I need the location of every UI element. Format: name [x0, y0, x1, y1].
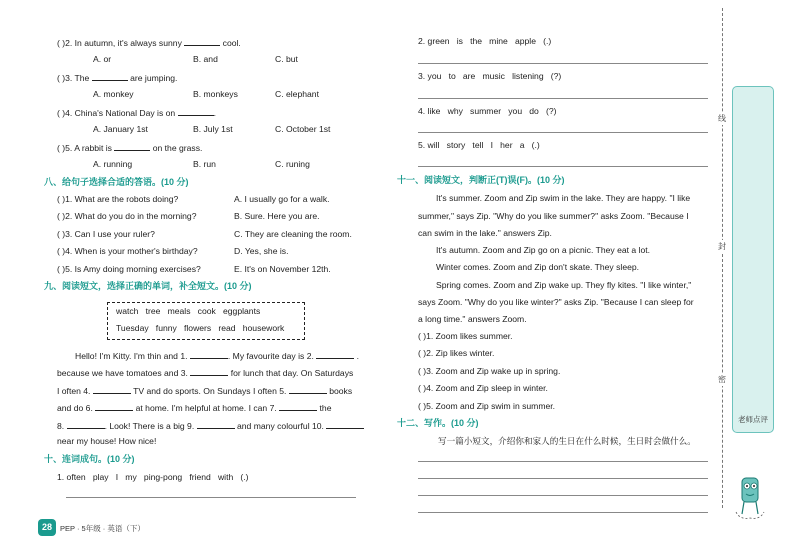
passage-line: summer," says Zip. "Why do you like summer?" asks Zoom. "Because I	[418, 211, 689, 221]
section-9-title: 九、阅读短文，选择正确的单词，补全短文。(10 分)	[44, 281, 252, 291]
sec8-q3: ( )3. Can I use your ruler?	[57, 229, 155, 239]
answer-line	[418, 63, 708, 64]
mc-q5-c: C. runing	[275, 159, 310, 169]
sec8-q1: ( )1. What are the robots doing?	[57, 194, 179, 204]
footer-text: PEP · 5年级 · 英语（下）	[60, 524, 145, 533]
tf-q1: ( )1. Zoom likes summer.	[418, 331, 513, 341]
mc-q2: ( )2. In autumn, it's always sunny cool.	[57, 38, 241, 48]
sec10-q5: 5. will story tell I her a (.)	[418, 140, 540, 150]
answer-line	[418, 98, 708, 99]
mc-q4: ( )4. China's National Day is on .	[57, 108, 216, 118]
section-12-title: 十二、写作。(10 分)	[397, 418, 479, 428]
sec8-a5: E. It's on November 12th.	[234, 264, 331, 274]
passage-line: It's autumn. Zoom and Zip go on a picnic. They eat a lot.	[436, 245, 651, 255]
mc-q3-a: A. monkey	[93, 89, 134, 99]
answer-line	[66, 497, 356, 498]
mc-q2-c: C. but	[275, 54, 298, 64]
mc-q5-a: A. running	[93, 159, 133, 169]
passage-line-2: because we have tomatoes and 3. for lunch that day. On Saturdays	[57, 368, 354, 378]
mc-q2-a: A. or	[93, 54, 112, 64]
sec10-q4: 4. like why summer you do (?)	[418, 106, 557, 116]
sec8-q4: ( )4. When is your mother's birthday?	[57, 246, 198, 256]
tf-q2: ( )2. Zip likes winter.	[418, 348, 495, 358]
binding-line	[722, 8, 723, 508]
section-11-title: 十一、阅读短文，判断正(T)误(F)。(10 分)	[397, 175, 565, 185]
teacher-comment-panel	[732, 86, 774, 433]
mc-q3-b: B. monkeys	[193, 89, 238, 99]
mc-q5: ( )5. A rabbit is on the grass.	[57, 143, 203, 153]
passage-line: Winter comes. Zoom and Zip don't skate. They sleep.	[436, 262, 640, 272]
passage-line: It's summer. Zoom and Zip swim in the lake. They are happy. "I like	[436, 193, 691, 203]
sec10-q3: 3. you to are music listening (?)	[418, 71, 562, 81]
section-10-title: 十、连词成句。(10 分)	[44, 454, 135, 464]
passage-line-4: and do 6. at home. I'm helpful at home. I can 7. the	[57, 403, 332, 413]
passage-line-6: near my house! How nice!	[57, 436, 157, 446]
mc-q3-c: C. elephant	[275, 89, 319, 99]
sec8-q5: ( )5. Is Amy doing morning exercises?	[57, 264, 201, 274]
passage-line-1: Hello! I'm Kitty. I'm thin and 1. . My favourite day is 2. .	[75, 351, 360, 361]
word-bank-row-1: watch tree meals cook eggplants	[116, 306, 261, 316]
writing-line	[418, 478, 708, 479]
passage-line: a long time." answers Zoom.	[418, 314, 527, 324]
tf-q3: ( )3. Zoom and Zip wake up in spring.	[418, 366, 561, 376]
sec8-a1: A. I usually go for a walk.	[234, 194, 330, 204]
tf-q5: ( )5. Zoom and Zip swim in summer.	[418, 401, 556, 411]
binding-char: 封	[718, 242, 726, 251]
answer-line	[418, 132, 708, 133]
sec10-q2: 2. green is the mine apple (.)	[418, 36, 552, 46]
passage-line: can swim in the lake." answers Zip.	[418, 228, 552, 238]
tf-q4: ( )4. Zoom and Zip sleep in winter.	[418, 383, 548, 393]
passage-line: Spring comes. Zoom and Zip wake up. They fly kites. "I like winter,"	[436, 280, 692, 290]
mascot-icon	[732, 472, 768, 522]
passage-line-3: I often 4. TV and do sports. On Sundays I often 5. books	[57, 386, 353, 396]
writing-line	[418, 512, 708, 513]
mc-q3: ( )3. The are jumping.	[57, 73, 178, 83]
binding-char: 密	[718, 375, 726, 384]
writing-line	[418, 495, 708, 496]
writing-line	[418, 461, 708, 462]
teacher-comment-label: 老师点评	[738, 415, 768, 424]
answer-line	[418, 166, 708, 167]
mc-q2-b: B. and	[193, 54, 218, 64]
passage-line-5: 8. . Look! There is a big 9. and many colourful 10.	[57, 419, 364, 432]
binding-char: 线	[718, 114, 726, 123]
passage-line: says Zoom. "Why do you like winter?" asks Zip. "Because I can sleep for	[418, 297, 694, 307]
sec8-a3: C. They are cleaning the room.	[234, 229, 352, 239]
page-number-badge: 28	[38, 519, 56, 536]
sec8-a2: B. Sure. Here you are.	[234, 211, 320, 221]
sec8-q2: ( )2. What do you do in the morning?	[57, 211, 197, 221]
word-bank-row-2: Tuesday funny flowers read housework	[116, 323, 285, 333]
sec8-a4: D. Yes, she is.	[234, 246, 289, 256]
mc-q5-b: B. run	[193, 159, 216, 169]
mc-q4-c: C. October 1st	[275, 124, 331, 134]
writing-prompt: 写一篇小短文，介绍你和家人的生日在什么时候，生日时会做什么。	[438, 436, 696, 446]
mc-q4-a: A. January 1st	[93, 124, 148, 134]
mc-q4-b: B. July 1st	[193, 124, 233, 134]
sec10-q1: 1. often play I my ping-pong friend with (.)	[57, 472, 249, 482]
section-8-title: 八、给句子选择合适的答语。(10 分)	[44, 177, 189, 187]
